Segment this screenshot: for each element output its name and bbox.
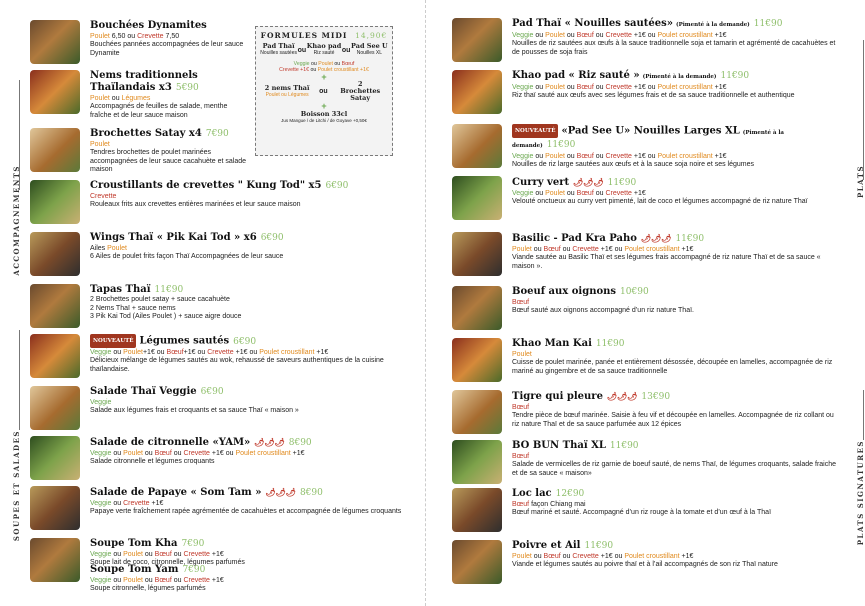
dish-photo: [452, 286, 502, 330]
dish-description: Bœuf sauté aux oignons accompagné d’un riz nature Thaï.: [512, 307, 694, 314]
dish-options: Bœuf: [512, 299, 530, 306]
dish-options: Veggie ou Poulet ou Bœuf ou Crevette +1€: [90, 577, 224, 584]
dish-title: Bouchées Dynamites: [90, 20, 207, 31]
dish-options: Poulet: [90, 141, 110, 148]
divider: [863, 40, 864, 180]
dish-options: Ailes Poulet: [90, 245, 127, 252]
dish-price: 6€90: [260, 233, 284, 243]
chili-icon: 🌶🌶🌶: [265, 487, 296, 497]
dish-description: 2 Brochettes poulet satay + sauce cacahuète 2 Nems Thaï + sauce nems 3 Pik Kai Tod (Ailes Poulet ) + sauce aigre douce: [90, 296, 242, 321]
dish-photo: [30, 70, 80, 114]
dish-photo: [30, 386, 80, 430]
chili-icon: 🌶🌶🌶: [606, 391, 638, 401]
formule-side-satay: 2 Brochettes Satay: [340, 80, 381, 102]
dish-options: Poulet: [512, 351, 532, 358]
dish-options: Bœuf façon Chiang mai: [512, 501, 586, 508]
dish-description: Riz thaï sauté aux œufs avec ses légumes frais et de sa sauce traditionnelle et authentique: [512, 92, 795, 99]
dish-description: Velouté onctueux au curry vert pimenté, lait de coco et légumes accompagné de riz nature Thaï: [512, 198, 808, 205]
dish-price: 8€90: [288, 438, 312, 448]
dish-options: Veggie ou Poulet ou Bœuf ou Crevette +1€ ou Poulet croustillant +1€: [512, 32, 727, 39]
dish-title: Basilic - Pad Kra Paho: [512, 233, 637, 244]
dish-options: Poulet ou Bœuf ou Crevette +1€ ou Poulet croustillant +1€: [512, 246, 694, 253]
dish-options: Veggie ou Crevette +1€: [90, 500, 164, 507]
dish-title: Soupe Tom Yam: [90, 564, 179, 575]
dish-title: Salade de citronnelle «YAM»: [90, 437, 251, 448]
dish-price: 11€90: [720, 71, 750, 81]
section-label-accompagnements: ACCOMPAGNEMENTS: [12, 165, 21, 276]
formule-side-nems: 2 nems Thaï: [264, 83, 310, 92]
dish-title: Salade de Papaye « Som Tam »: [90, 487, 262, 498]
dish-photo: [30, 128, 80, 172]
dish-photo: [452, 338, 502, 382]
dish-title: Loc lac: [512, 488, 552, 499]
dish-title: Khao Man Kai: [512, 338, 592, 349]
dish-price: 12€90: [555, 489, 585, 499]
chili-icon: 🌶🌶🌶: [573, 177, 604, 187]
dish-description: Tendre pièce de bœuf marinée. Saisie à feu vif et découpée en lamelles. Accompagnée de riz collant ou riz nature Thaï et de sa sauce parfumée aux 12 épices: [512, 412, 834, 428]
dish-description: Soupe lait de coco, citronnelle, légumes parfumés: [90, 559, 245, 566]
dish-photo: [30, 334, 80, 378]
dish-price: 6€90: [325, 181, 349, 191]
dish-title: Poivre et Ail: [512, 540, 581, 551]
dish-title: Curry vert: [512, 177, 570, 188]
section-label-soupes: SOUPES ET SALADES: [12, 430, 21, 542]
formule-title: FORMULES MIDI 14,90€: [260, 31, 388, 40]
dish-price: 7€90: [182, 565, 206, 575]
dish-title: «Pad See U» Nouilles Larges XL: [561, 125, 740, 137]
dish-options: Veggie ou Poulet ou Bœuf ou Crevette +1€ ou Poulet croustillant +1€: [512, 152, 727, 160]
dish-description: Tendres brochettes de poulet marinées accompagnées de leur sauce cacahuète et salade maison: [90, 149, 247, 174]
dish-photo: [30, 538, 80, 582]
dish-photo: [452, 390, 502, 434]
new-badge: NOUVEAUTÉ: [90, 334, 136, 348]
dish-title: Nems traditionnels Thaïlandais x3: [90, 70, 198, 93]
dish-title: BO BUN Thaï XL: [512, 440, 606, 451]
dish-price: 11€90: [753, 19, 783, 29]
dish-description: Nouilles de riz large sautées aux œufs et à la sauce soja noire et ses légumes: [512, 160, 755, 168]
dish-photo: [452, 232, 502, 276]
dish-description: Salade de vermicelles de riz garnie de boeuf sauté, de nems Thaï, de légumes croquants, salade fraiche et de sa sauce « maison»: [512, 461, 837, 477]
dish-description: Viande et légumes sautés au poivre thaï et à l’ail accompagnés de son riz Thaï nature: [512, 561, 778, 568]
dish-photo: [30, 436, 80, 480]
chili-icon: 🌶🌶🌶: [640, 233, 672, 243]
dish-price: 11€90: [584, 541, 614, 551]
dish-options: Bœuf: [512, 404, 530, 411]
dish-price: 6€90: [200, 387, 224, 397]
dish-options: Bœuf: [512, 453, 530, 460]
dish-description: Papaye verte fraîchement rapée agrémentée de cacahuètes et accompagnée de légumes croquants: [90, 508, 402, 515]
dish-price: 11€90: [546, 139, 576, 150]
dish-photo: [452, 124, 502, 168]
formule-options: Veggie ou Poulet ou Bœuf Crevette +1€ ou Poulet croustillant +1€: [279, 61, 369, 73]
dish-photo: [30, 284, 80, 328]
divider: [863, 390, 864, 440]
dish-description: Nouilles de riz sautées aux œufs à la sauce traditionnelle soja et tamarin et agrémenté de cacahuètes et de pousses de soja frais: [512, 40, 836, 56]
dish-title: Soupe Tom Kha: [90, 538, 178, 549]
formule-dish-pad-see-u: Pad See U: [351, 42, 388, 50]
formule-drink: Boisson 33cl: [300, 110, 348, 118]
dish-photo: [452, 176, 502, 220]
dish-price: 11€90: [675, 234, 705, 244]
dish-price: 7€90: [205, 129, 229, 139]
dish-price: 13€90: [641, 392, 671, 402]
formule-drink-note: Jus Mangue / de Litchi / de Goyave +0,50€: [281, 118, 367, 123]
chili-icon: 🌶🌶🌶: [254, 437, 285, 447]
section-label-signatures: PLATS SIGNATURES: [856, 440, 865, 546]
dish-options: Veggie ou Poulet ou Bœuf ou Crevette +1€ ou Poulet croustillant +1€: [90, 450, 305, 457]
dish-price: 11€90: [154, 285, 184, 295]
dish-description: Bouchées pannées accompagnées de leur sauce Dynamite: [90, 41, 244, 57]
dish-title: Brochettes Satay x4: [90, 128, 202, 139]
dish-options: Veggie ou Poulet+1€ ou Bœuf+1€ ou Crevette +1€ ou Poulet croustillant +1€: [90, 349, 329, 356]
formule-price: 14,90€: [355, 31, 388, 40]
dish-title: Khao pad « Riz sauté »: [512, 70, 640, 81]
spice-note: (Pimenté à la demande): [512, 129, 784, 149]
dish-photo: [452, 488, 502, 532]
formule-dish-pad-thai: Pad Thaï: [262, 42, 295, 50]
divider: [19, 330, 20, 430]
dish-price: 11€90: [607, 178, 637, 188]
dish-price: 8€90: [299, 488, 323, 498]
dish-description: Rouleaux frits aux crevettes entières marinées et leur sauce maison: [90, 201, 301, 208]
dish-photo: [30, 486, 80, 530]
dish-options: Crevette: [90, 193, 117, 200]
dish-description: Salade citronnelle et légumes croquants: [90, 458, 215, 465]
dish-title: Croustillants de crevettes " Kung Tod" x5: [90, 180, 322, 191]
formule-dish-khao-pad: Khao pad: [306, 42, 342, 50]
dish-price: 5€90: [175, 83, 199, 93]
dish-price: 11€90: [609, 441, 639, 451]
dish-photo: [30, 232, 80, 276]
spice-note: (Pimenté à la demande): [675, 22, 750, 28]
dish-title: Salade Thaï Veggie: [90, 386, 197, 397]
dish-title: Wings Thaï « Pik Kai Tod » x6: [90, 232, 257, 243]
dish-photo: [452, 18, 502, 62]
dish-description: Soupe citronnelle, légumes parfumés: [90, 585, 206, 592]
dish-description: Viande sautée au Basilic Thaï et ses légumes frais accompagné de riz nature Thaï et de sa sauce « maison ».: [512, 254, 821, 270]
dish-price: 7€90: [181, 539, 205, 549]
dish-photo: [452, 540, 502, 584]
dish-options: Veggie ou Poulet ou Bœuf ou Crevette +1€ ou Poulet croustillant +1€: [512, 84, 727, 91]
dish-description: Cuisse de poulet marinée, panée et entièrement désossée, découpée en lamelles, accompagnée de riz mariné au gingembre et de sa sauce traditionnelle: [512, 359, 833, 375]
dish-photo: [452, 440, 502, 484]
formule-midi-box: FORMULES MIDI 14,90€ Pad Thaï Nouilles sautées ou Khao pad Riz sauté ou Pad See U Nouilles XL Veggie ou Poulet ou Bœuf Crevette +1€ ou Poulet croustillant +1€ + 2 nems Thaï Poulet ou Légumes ou 2 Brochettes Satay + Boisson 33cl Jus Mangue / de Litchi / de Goyave +0,50€: [255, 26, 393, 156]
dish-description: Salade aux légumes frais et croquants et sa sauce Thaï « maison »: [90, 407, 299, 414]
dish-photo: [30, 180, 80, 224]
dish-options: Veggie ou Poulet ou Bœuf ou Crevette +1€: [512, 190, 646, 197]
dish-photo: [30, 20, 80, 64]
dish-title: Légumes sautés: [139, 335, 230, 347]
dish-price: 10€90: [620, 287, 649, 297]
dish-description: 6 Ailes de poulet frits façon Thaï Accompagnées de leur sauce: [90, 253, 284, 260]
dish-options: Poulet ou Bœuf ou Crevette +1€ ou Poulet croustillant +1€: [512, 553, 694, 560]
dish-options: Poulet 6,50 ou Crevette 7,50: [90, 33, 180, 40]
dish-price: 11€90: [595, 339, 625, 349]
spice-note: (Pimenté à la demande): [642, 74, 717, 80]
dish-options: Veggie: [90, 399, 112, 406]
dish-description: Accompagnés de feuilles de salade, menthe fraîche et de leur sauce maison: [90, 103, 228, 119]
dish-options: Poulet ou Légumes: [90, 95, 151, 102]
dish-title: Pad Thaï « Nouilles sautées»: [512, 18, 673, 29]
dish-title: Tigre qui pleure: [512, 391, 603, 402]
dish-photo: [452, 70, 502, 114]
new-badge: NOUVEAUTÉ: [512, 124, 558, 138]
dish-title: Tapas Thaï: [90, 284, 151, 295]
dish-options: Veggie ou Poulet ou Bœuf ou Crevette +1€: [90, 551, 224, 558]
dish-price: 6€90: [233, 336, 257, 347]
section-label-plats: PLATS: [856, 165, 865, 198]
dish-description: Bœuf mariné et sauté. Accompagné d’un riz rouge à la tomate et d’un œuf à la Thaï: [512, 509, 772, 516]
dish-title: Boeuf aux oignons: [512, 286, 617, 297]
dish-description: Délicieux mélange de légumes sautés au wok, rehaussé de saveurs authentiques de la cuisine thaïlandaise.: [90, 357, 384, 373]
